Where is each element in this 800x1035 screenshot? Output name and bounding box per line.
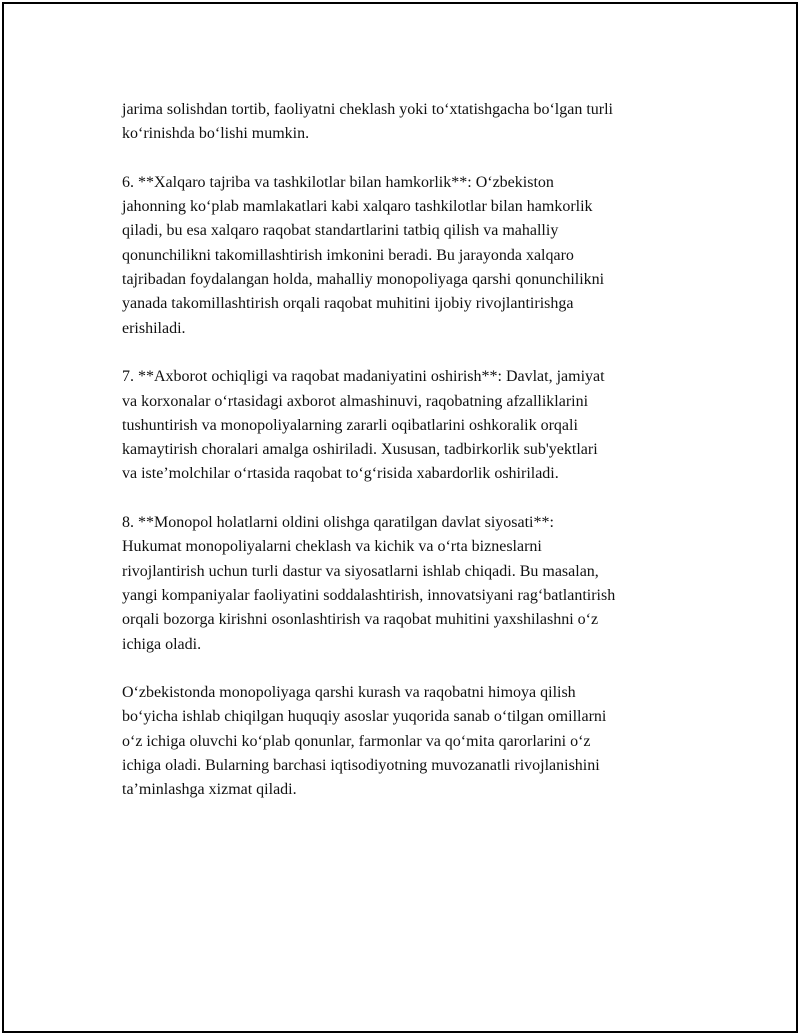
text-line: 7. **Axborot ochiqligi va raqobat madaniyatini oshirish**: Davlat, jamiyat	[122, 368, 605, 386]
text-line: ichiga oladi. Bularning barchasi iqtisodiyotning muvozanatli rivojlanishini	[122, 757, 600, 775]
text-line: bo‘yicha ishlab chiqilgan huquqiy asoslar yuqorida sanab o‘tilgan omillarni	[122, 708, 607, 726]
text-line: kamaytirish choralari amalga oshiriladi. Xususan, tadbirkorlik sub'yektlari	[122, 441, 598, 459]
text-line: orqali bozorga kirishni osonlashtirish va raqobat muhitini yaxshilashni o‘z	[122, 611, 599, 629]
text-line: tushuntirish va monopoliyalarning zararli oqibatlarini oshkoralik orqali	[122, 416, 578, 434]
text-line: qiladi, bu esa xalqaro raqobat standartlarini tatbiq qilish va mahalliy	[122, 222, 559, 240]
paragraph-continuation	[122, 98, 694, 147]
text-line: qonunchilikni takomillashtirish imkonini beradi. Bu jarayonda xalqaro	[122, 246, 574, 264]
text-line: rivojlantirish uchun turli dastur va siyosatlarni ishlab chiqadi. Bu masalan,	[122, 562, 599, 580]
text-line: yangi kompaniyalar faoliyatini soddalashtirish, innovatsiyani rag‘batlantirish	[122, 586, 616, 604]
text-line: jahonning ko‘plab mamlakatlari kabi xalqaro tashkilotlar bilan hamkorlik	[122, 198, 593, 216]
text-line: O‘zbekistonda monopoliyaga qarshi kurash va raqobatni himoya qilish	[122, 684, 576, 702]
text-line: o‘z ichiga oluvchi ko‘plab qonunlar, farmonlar va qo‘mita qarorlarini o‘z	[122, 732, 591, 750]
text-line: 6. **Xalqaro tajriba va tashkilotlar bilan hamkorlik**: O‘zbekiston	[122, 173, 554, 191]
text-line: erishiladi.	[122, 319, 186, 337]
paragraph-conclusion	[122, 681, 694, 802]
paragraph-item-6	[122, 171, 694, 341]
text-line: ichiga oladi.	[122, 635, 202, 653]
page-frame	[2, 2, 798, 1033]
text-line: jarima solishdan tortib, faoliyatni cheklash yoki to‘xtatishgacha bo‘lgan turli	[122, 101, 613, 118]
paragraph-item-8	[122, 511, 694, 657]
text-line: ko‘rinishda bo‘lishi mumkin.	[122, 125, 310, 143]
text-line: va korxonalar o‘rtasidagi axborot almashinuvi, raqobatning afzalliklarini	[122, 392, 589, 410]
text-line: yanada takomillashtirish orqali raqobat muhitini ijobiy rivojlantirishga	[122, 295, 574, 313]
document-body	[122, 98, 694, 827]
text-line: va iste’molchilar o‘rtasida raqobat to‘g‘risida xabardorlik oshiriladi.	[122, 465, 559, 483]
text-line: ta’minlashga xizmat qiladi.	[122, 781, 297, 799]
text-line: Hukumat monopoliyalarni cheklash va kichik va o‘rta bizneslarni	[122, 538, 542, 556]
text-line: tajribadan foydalangan holda, mahalliy monopoliyaga qarshi qonunchilikni	[122, 271, 605, 289]
text-line: 8. **Monopol holatlarni oldini olishga qaratilgan davlat siyosati**:	[122, 514, 554, 532]
paragraph-item-7	[122, 365, 694, 486]
